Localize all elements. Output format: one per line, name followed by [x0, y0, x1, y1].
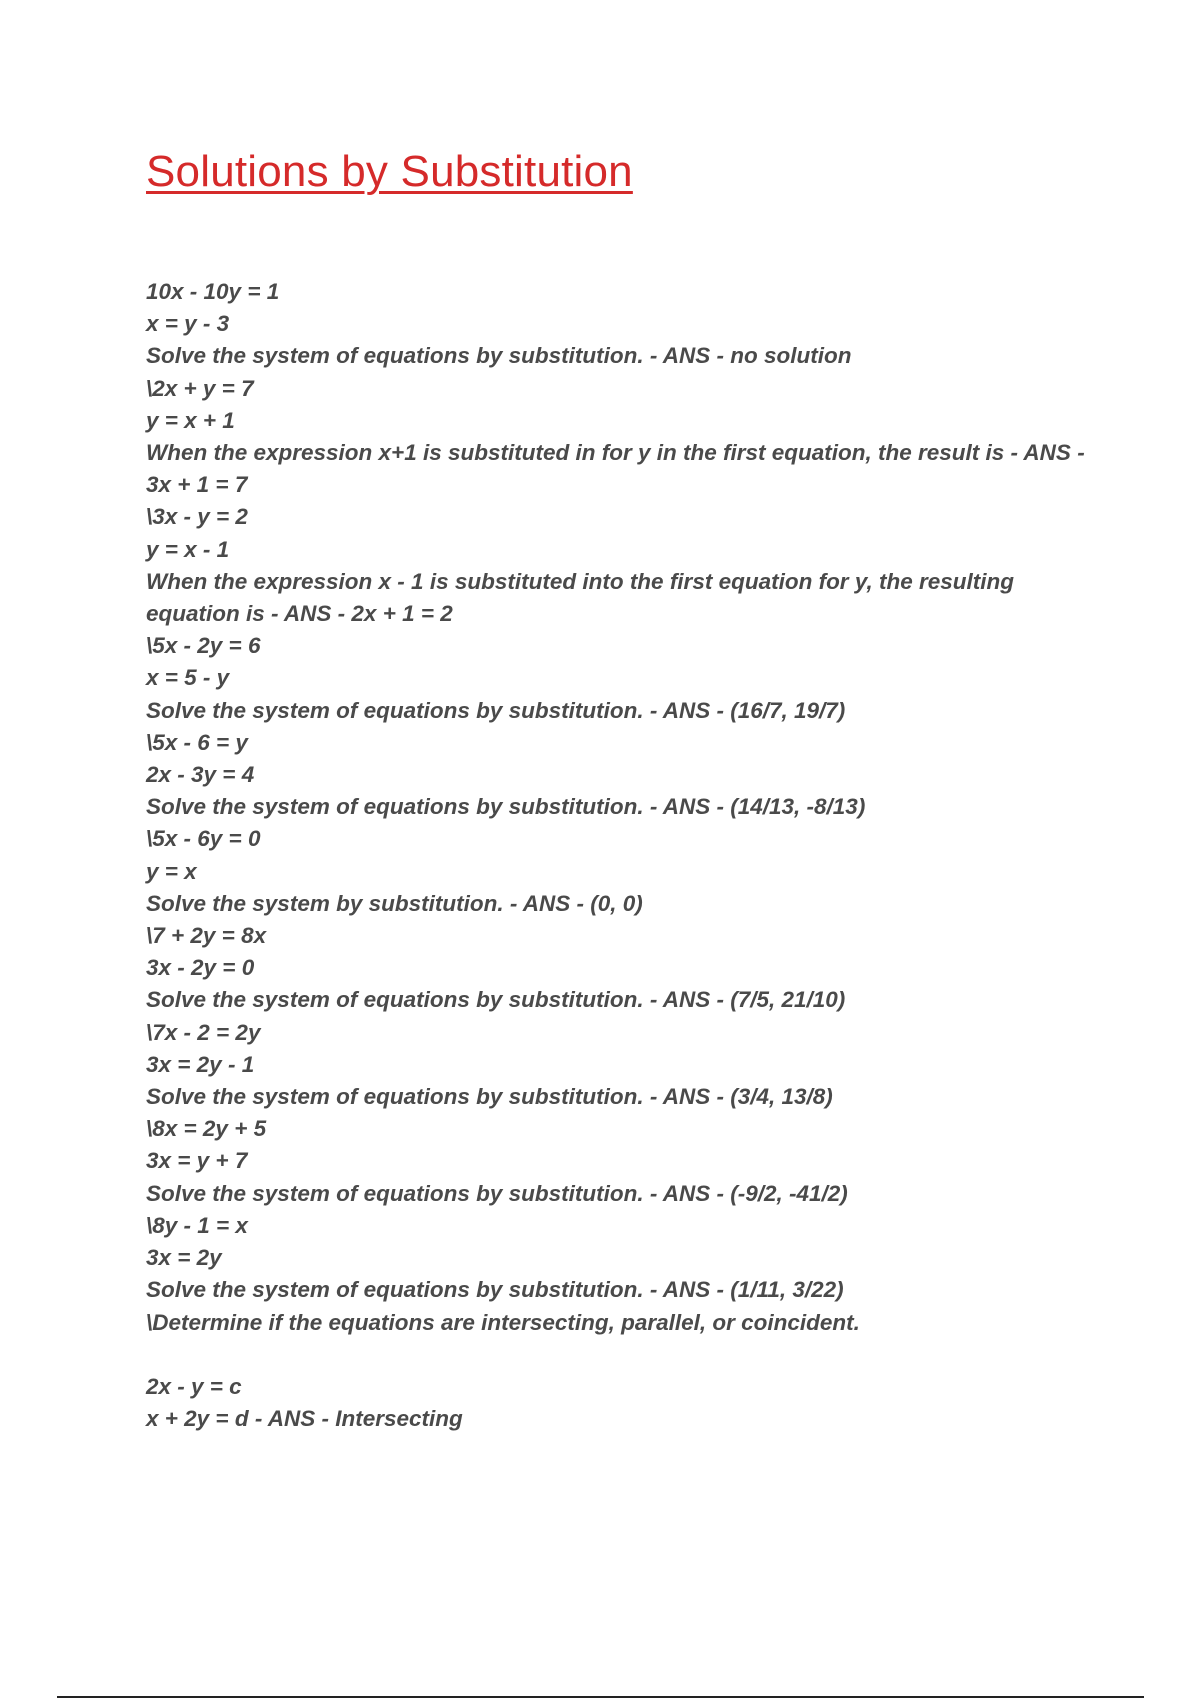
- answer-line: Solve the system of equations by substitution. - ANS - (1/11, 3/22): [146, 1277, 844, 1303]
- page-bottom-rule: [57, 1696, 1144, 1698]
- answer-line: x + 2y = d - ANS - Intersecting: [146, 1405, 463, 1431]
- equation-line: x = 5 - y: [146, 665, 230, 691]
- equation-line: \5x - 2y = 6: [146, 633, 261, 659]
- equation-line: 3x = 2y - 1: [146, 1051, 255, 1077]
- equation-line: y = x: [146, 858, 197, 884]
- answer-line: Solve the system of equations by substitution. - ANS - (7/5, 21/10): [146, 987, 846, 1013]
- answer-line: Solve the system of equations by substitution. - ANS - (16/7, 19/7): [146, 697, 846, 723]
- blank-line: [146, 1339, 1096, 1371]
- answer-line: Solve the system by substitution. - ANS - (0, 0): [146, 890, 643, 916]
- answer-line: Solve the system of equations by substitution. - ANS - (3/4, 13/8): [146, 1084, 833, 1110]
- equation-line: \5x - 6y = 0: [146, 826, 261, 852]
- qa-content: [146, 276, 1096, 1435]
- equation-line: 2x - 3y = 4: [146, 762, 255, 788]
- answer-line: Solve the system of equations by substitution. - ANS - (14/13, -8/13): [146, 794, 866, 820]
- equation-line: 10x - 10y = 1: [146, 279, 280, 304]
- answer-line: When the expression x - 1 is substituted into the first equation for y, the resulting equation is - ANS - 2x + 1 = 2: [146, 568, 1015, 627]
- equation-line: 3x - 2y = 0: [146, 955, 255, 981]
- answer-line: When the expression x+1 is substituted in for y in the first equation, the result is - ANS - 3x + 1 = 7: [146, 440, 1085, 498]
- answer-line: Solve the system of equations by substitution. - ANS - (-9/2, -41/2): [146, 1180, 848, 1206]
- equation-line: \7x - 2 = 2y: [146, 1019, 261, 1045]
- equation-line: y = x - 1: [146, 536, 230, 562]
- equation-line: 3x = y + 7: [146, 1148, 248, 1174]
- equation-line: \3x - y = 2: [146, 504, 248, 530]
- equation-line: 3x = 2y: [146, 1245, 222, 1271]
- equation-line: \5x - 6 = y: [146, 729, 248, 755]
- equation-line: \8y - 1 = x: [146, 1212, 248, 1238]
- equation-line: x = y - 3: [146, 311, 230, 337]
- equation-line: \8x = 2y + 5: [146, 1116, 267, 1142]
- question-line: \Determine if the equations are intersecting, parallel, or coincident.: [146, 1309, 860, 1335]
- equation-line: \2x + y = 7: [146, 375, 254, 401]
- answer-line: Solve the system of equations by substitution. - ANS - no solution: [146, 343, 852, 369]
- page-title: Solutions by Substitution: [146, 147, 633, 196]
- equation-line: 2x - y = c: [146, 1373, 242, 1399]
- equation-line: y = x + 1: [146, 407, 235, 433]
- equation-line: \7 + 2y = 8x: [146, 923, 267, 949]
